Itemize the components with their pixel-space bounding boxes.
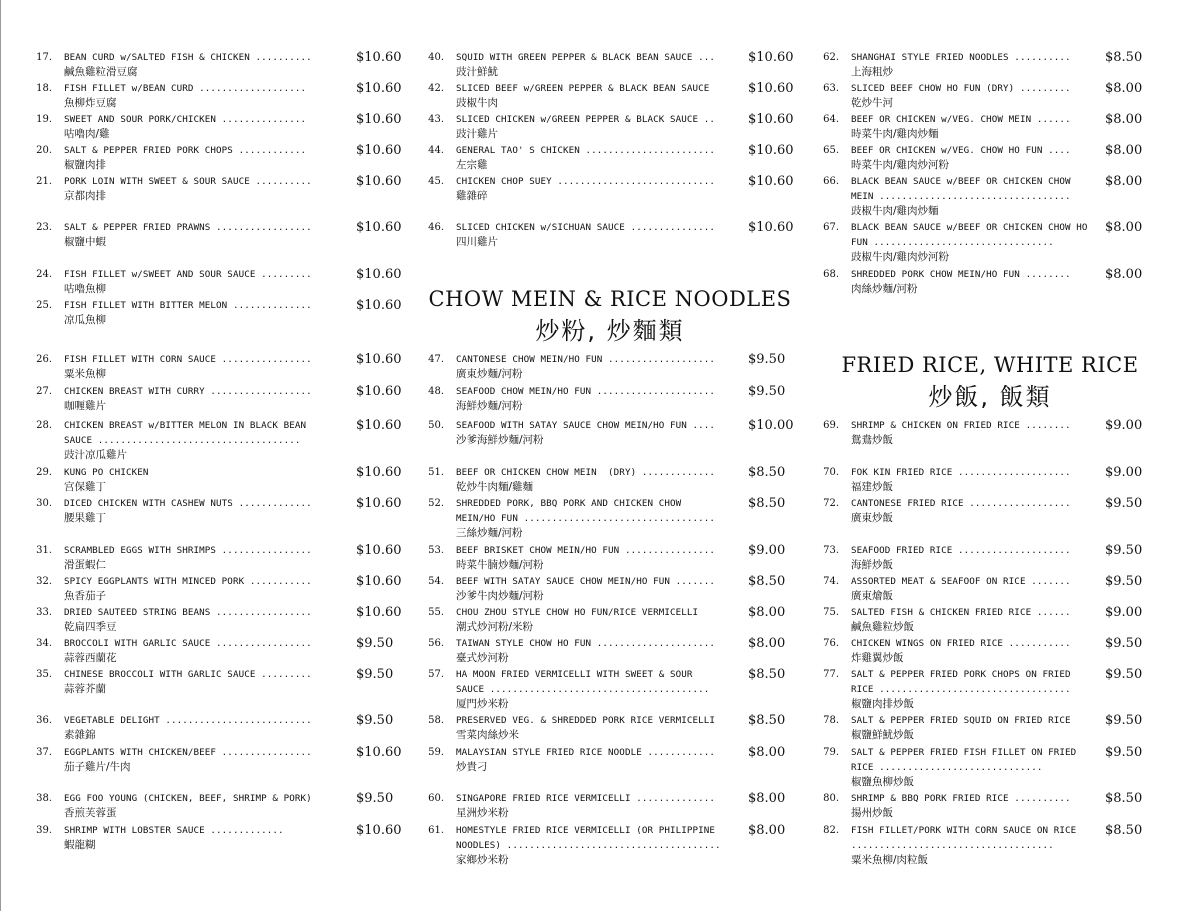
item-price: $10.60 — [356, 50, 402, 65]
item-chinese-name: 豉椒牛肉/雞肉炒河粉 — [851, 251, 950, 263]
item-number: 57. — [428, 669, 444, 680]
item-chinese-name: 星洲炒米粉 — [456, 807, 509, 819]
item-price: $10.60 — [356, 574, 402, 589]
item-price: $8.00 — [748, 823, 786, 838]
item-price: $9.00 — [1105, 465, 1143, 480]
item-price: $9.00 — [1105, 605, 1143, 620]
item-chinese-name: 滑蛋蝦仁 — [64, 559, 106, 571]
item-price: $9.50 — [1105, 496, 1143, 511]
item-name: DICED CHICKEN WITH CASHEW NUTS ............. — [64, 498, 312, 509]
item-number: 34. — [36, 638, 52, 649]
item-price: $9.50 — [1105, 574, 1143, 589]
section-title-en: FRIED RICE, WHITE RICE — [841, 353, 1139, 377]
item-number: 82. — [823, 825, 839, 836]
item-price: $8.00 — [748, 791, 786, 806]
item-name: SALT & PEPPER FRIED FISH FILLET ON FRIED RICE ............................. — [851, 747, 1082, 773]
item-number: 62. — [823, 52, 839, 63]
item-chinese-name: 豉汁凉瓜雞片 — [64, 449, 127, 461]
item-price: $10.00 — [748, 418, 794, 433]
item-price: $10.60 — [356, 823, 402, 838]
item-name: FISH FILLET WITH CORN SAUCE ................ — [64, 354, 312, 365]
item-number: 53. — [428, 545, 444, 556]
item-number: 27. — [36, 386, 52, 397]
section-header-chow-mein — [420, 284, 800, 348]
item-number: 65. — [823, 145, 839, 156]
item-price: $10.60 — [356, 384, 402, 399]
item-name: SHRIMP & BBQ PORK FRIED RICE .......... — [851, 793, 1071, 804]
item-number: 43. — [428, 114, 444, 125]
item-number: 73. — [823, 545, 839, 556]
item-number: 32. — [36, 576, 52, 587]
item-number: 24. — [36, 269, 52, 280]
item-name: PORK LOIN WITH SWEET & SOUR SAUCE .......... — [64, 176, 312, 187]
item-name: FISH FILLET/PORK WITH CORN SAUCE ON RICE .................................... — [851, 825, 1082, 851]
item-chinese-name: 鹹魚雞粒滑豆腐 — [64, 66, 138, 78]
item-number: 79. — [823, 747, 839, 758]
item-price: $10.60 — [356, 418, 402, 433]
item-number: 47. — [428, 354, 444, 365]
item-number: 77. — [823, 669, 839, 680]
item-chinese-name: 鹹魚雞粒炒飯 — [851, 621, 914, 633]
item-name: FISH FILLET w/SWEET AND SOUR SAUCE ......... — [64, 269, 312, 280]
item-chinese-name: 凉瓜魚柳 — [64, 314, 106, 326]
menu-column-3 — [815, 0, 1165, 911]
item-number: 70. — [823, 467, 839, 478]
item-chinese-name: 揚州炒飯 — [851, 807, 893, 819]
item-name: BEEF BRISKET CHOW MEIN/HO FUN ................ — [456, 545, 716, 556]
item-number: 25. — [36, 300, 52, 311]
item-number: 30. — [36, 498, 52, 509]
item-number: 69. — [823, 420, 839, 431]
item-name: BEEF WITH SATAY SAUCE CHOW MEIN/HO FUN ....... — [456, 576, 716, 587]
item-chinese-name: 素雜錦 — [64, 729, 96, 741]
item-price: $8.50 — [1105, 823, 1143, 838]
item-number: 54. — [428, 576, 444, 587]
section-title-cn: 炒飯, 飯類 — [928, 383, 1052, 411]
item-price: $10.60 — [356, 220, 402, 235]
item-chinese-name: 蒜蓉西蘭花 — [64, 652, 117, 664]
item-price: $8.00 — [1105, 174, 1143, 189]
item-name: SHANGHAI STYLE FRIED NOODLES .......... — [851, 52, 1071, 63]
item-chinese-name: 粟米魚柳/肉粒飯 — [851, 854, 929, 866]
item-name: SEAFOOD FRIED RICE .................... — [851, 545, 1071, 556]
item-name: SCRAMBLED EGGS WITH SHRIMPS ................ — [64, 545, 312, 556]
item-price: $9.50 — [1105, 543, 1143, 558]
item-name: BEEF OR CHICKEN w/VEG. CHOW MEIN ...... — [851, 114, 1071, 125]
item-chinese-name: 香煎芙蓉蛋 — [64, 807, 117, 819]
item-name: DRIED SAUTEED STRING BEANS ................. — [64, 607, 312, 618]
item-number: 40. — [428, 52, 444, 63]
item-number: 63. — [823, 83, 839, 94]
item-name: SLICED CHICKEN w/SICHUAN SAUCE ............... — [456, 222, 716, 233]
item-chinese-name: 廣東炒飯 — [851, 512, 893, 524]
item-chinese-name: 魚柳炸豆腐 — [64, 97, 117, 109]
item-name: BEEF OR CHICKEN w/VEG. CHOW HO FUN .... — [851, 145, 1071, 156]
item-name: SALT & PEPPER FRIED PORK CHOPS ON FRIED RICE .................................. — [851, 669, 1077, 695]
item-number: 74. — [823, 576, 839, 587]
item-name: CHINESE BROCCOLI WITH GARLIC SAUCE ......... — [64, 669, 312, 680]
item-chinese-name: 宫保雞丁 — [64, 481, 106, 493]
item-price: $9.50 — [356, 667, 394, 682]
item-chinese-name: 時菜牛肉/雞肉炒麵 — [851, 128, 939, 140]
item-price: $9.50 — [1105, 745, 1143, 760]
item-number: 39. — [36, 825, 52, 836]
item-number: 20. — [36, 145, 52, 156]
item-number: 50. — [428, 420, 444, 431]
item-price: $10.60 — [356, 267, 402, 282]
item-number: 28. — [36, 420, 52, 431]
item-price: $9.50 — [356, 636, 394, 651]
item-name: EGGPLANTS WITH CHICKEN/BEEF ................ — [64, 747, 312, 758]
item-number: 44. — [428, 145, 444, 156]
item-name: SHRIMP & CHICKEN ON FRIED RICE ........ — [851, 420, 1071, 431]
item-number: 80. — [823, 793, 839, 804]
item-number: 37. — [36, 747, 52, 758]
item-price: $8.00 — [1105, 81, 1143, 96]
item-number: 18. — [36, 83, 52, 94]
item-number: 58. — [428, 715, 444, 726]
item-chinese-name: 椒鹽鮮魷炒飯 — [851, 729, 914, 741]
item-price: $10.60 — [356, 605, 402, 620]
item-chinese-name: 廣東燴飯 — [851, 590, 893, 602]
item-price: $9.50 — [1105, 636, 1143, 651]
item-name: FISH FILLET w/BEAN CURD ................... — [64, 83, 307, 94]
item-name: TAIWAN STYLE CHOW HO FUN ..................... — [456, 638, 716, 649]
item-name: SLICED BEEF w/GREEN PEPPER & BLACK BEAN SAUCE — [456, 83, 710, 94]
item-name: EGG FOO YOUNG (CHICKEN, BEEF, SHRIMP & PORK) — [64, 793, 312, 804]
item-number: 55. — [428, 607, 444, 618]
item-chinese-name: 茄子雞片/牛肉 — [64, 761, 131, 773]
item-number: 61. — [428, 825, 444, 836]
item-chinese-name: 沙爹牛肉炒麵/河粉 — [456, 590, 544, 602]
item-chinese-name: 豉椒牛肉/雞肉炒麵 — [851, 205, 939, 217]
item-price: $8.00 — [1105, 267, 1143, 282]
section-title-en: CHOW MEIN & RICE NOODLES — [428, 287, 792, 311]
item-name: SALT & PEPPER FRIED PORK CHOPS ............ — [64, 145, 307, 156]
item-name: CHICKEN CHOP SUEY ............................ — [456, 176, 716, 187]
item-chinese-name: 時菜牛肉/雞肉炒河粉 — [851, 159, 950, 171]
item-chinese-name: 雞雜碎 — [456, 190, 488, 202]
item-chinese-name: 豉椒牛肉 — [456, 97, 498, 109]
item-chinese-name: 腰果雞丁 — [64, 512, 106, 524]
item-chinese-name: 家鄉炒米粉 — [456, 854, 509, 866]
item-name: SLICED BEEF CHOW HO FUN (DRY) ......... — [851, 83, 1071, 94]
item-chinese-name: 廣東炒麵/河粉 — [456, 368, 523, 380]
item-name: CHOU ZHOU STYLE CHOW HO FUN/RICE VERMICELLI — [456, 607, 699, 618]
item-name: HA MOON FRIED VERMICELLI WITH SWEET & SOUR SAUCE ....................................... — [456, 669, 710, 695]
section-header-fried-rice — [815, 350, 1165, 414]
item-number: 17. — [36, 52, 52, 63]
item-number: 23. — [36, 222, 52, 233]
item-name: BEAN CURD w/SALTED FISH & CHICKEN .......... — [64, 52, 312, 63]
item-number: 26. — [36, 354, 52, 365]
item-chinese-name: 粟米魚柳 — [64, 368, 106, 380]
item-number: 78. — [823, 715, 839, 726]
item-name: GENERAL TAO' S CHICKEN ....................... — [456, 145, 716, 156]
item-number: 67. — [823, 222, 839, 233]
item-name: ASSORTED MEAT & SEAFOOF ON RICE ....... — [851, 576, 1071, 587]
item-name: MALAYSIAN STYLE FRIED RICE NOODLE ............ — [456, 747, 716, 758]
item-chinese-name: 咕嚕肉/雞 — [64, 128, 110, 140]
item-name: FOK KIN FRIED RICE .................... — [851, 467, 1071, 478]
item-chinese-name: 沙爹海鮮炒麵/河粉 — [456, 434, 544, 446]
item-number: 35. — [36, 669, 52, 680]
item-chinese-name: 豉汁鮮魷 — [456, 66, 498, 78]
item-chinese-name: 左宗雞 — [456, 159, 488, 171]
item-chinese-name: 椒鹽中蝦 — [64, 236, 106, 248]
item-name: HOMESTYLE FRIED RICE VERMICELLI (OR PHILIPPINE NOODLES) ...................................... — [456, 825, 721, 851]
item-chinese-name: 豉汁雞片 — [456, 128, 498, 140]
item-price: $8.50 — [748, 496, 786, 511]
item-chinese-name: 椒鹽肉排 — [64, 159, 106, 171]
item-chinese-name: 厦門炒米粉 — [456, 698, 509, 710]
item-price: $8.50 — [748, 667, 786, 682]
item-chinese-name: 海鮮炒飯 — [851, 559, 893, 571]
item-price: $10.60 — [356, 81, 402, 96]
item-price: $8.50 — [748, 574, 786, 589]
item-chinese-name: 海鮮炒麵/河粉 — [456, 400, 523, 412]
item-name: SHREDDED PORK, BBQ PORK AND CHICKEN CHOW MEIN/HO FUN .................................. — [456, 498, 716, 524]
menu-column-1 — [28, 0, 403, 911]
item-price: $9.50 — [1105, 667, 1143, 682]
item-name: VEGETABLE DELIGHT .......................... — [64, 715, 312, 726]
item-number: 29. — [36, 467, 52, 478]
item-chinese-name: 三絲炒麵/河粉 — [456, 527, 523, 539]
item-name: SHREDDED PORK CHOW MEIN/HO FUN ........ — [851, 269, 1071, 280]
item-name: SEAFOOD WITH SATAY SAUCE CHOW MEIN/HO FUN .... — [456, 420, 716, 431]
item-price: $9.50 — [748, 352, 786, 367]
item-number: 56. — [428, 638, 444, 649]
item-name: CHICKEN WINGS ON FRIED RICE ........... — [851, 638, 1071, 649]
item-name: SINGAPORE FRIED RICE VERMICELLI .............. — [456, 793, 716, 804]
item-name: SHRIMP WITH LOBSTER SAUCE ............. — [64, 825, 284, 836]
item-number: 36. — [36, 715, 52, 726]
item-number: 51. — [428, 467, 444, 478]
item-name: CHICKEN BREAST WITH CURRY .................. — [64, 386, 312, 397]
item-name: SALT & PEPPER FRIED PRAWNS ................. — [64, 222, 312, 233]
item-price: $9.50 — [1105, 713, 1143, 728]
item-name: BROCCOLI WITH GARLIC SAUCE ................. — [64, 638, 312, 649]
item-name: BEEF OR CHICKEN CHOW MEIN (DRY) ............. — [456, 467, 716, 478]
item-number: 66. — [823, 176, 839, 187]
item-chinese-name: 魚香茄子 — [64, 590, 106, 602]
item-price: $8.00 — [1105, 220, 1143, 235]
menu-column-2 — [420, 0, 800, 911]
item-chinese-name: 乾扁四季豆 — [64, 621, 117, 633]
item-name: BLACK BEAN SAUCE w/BEEF OR CHICKEN CHOW MEIN .................................. — [851, 176, 1077, 202]
item-chinese-name: 蝦龍糊 — [64, 839, 96, 851]
item-number: 60. — [428, 793, 444, 804]
item-name: FISH FILLET WITH BITTER MELON .............. — [64, 300, 312, 311]
item-number: 42. — [428, 83, 444, 94]
item-name: SALTED FISH & CHICKEN FRIED RICE ...... — [851, 607, 1071, 618]
item-price: $8.50 — [1105, 50, 1143, 65]
item-name: PRESERVED VEG. & SHREDDED PORK RICE VERMICELLI — [456, 715, 716, 726]
item-price: $10.60 — [748, 112, 794, 127]
item-price: $10.60 — [356, 112, 402, 127]
item-price: $8.50 — [1105, 791, 1143, 806]
item-chinese-name: 鴛鴦炒飯 — [851, 434, 893, 446]
item-price: $10.60 — [356, 174, 402, 189]
item-chinese-name: 上海粗炒 — [851, 66, 893, 78]
item-price: $10.60 — [356, 496, 402, 511]
item-chinese-name: 雪菜肉絲炒米 — [456, 729, 519, 741]
item-number: 48. — [428, 386, 444, 397]
item-price: $10.60 — [356, 543, 402, 558]
item-chinese-name: 椒鹽肉排炒飯 — [851, 698, 914, 710]
page-left-border — [0, 0, 1, 911]
item-price: $9.50 — [748, 384, 786, 399]
item-price: $10.60 — [748, 81, 794, 96]
item-price: $9.00 — [748, 543, 786, 558]
item-price: $10.60 — [356, 352, 402, 367]
item-price: $8.50 — [748, 465, 786, 480]
item-price: $8.00 — [748, 605, 786, 620]
item-price: $10.60 — [356, 465, 402, 480]
item-chinese-name: 乾炒牛肉麵/雞麵 — [456, 481, 534, 493]
item-name: CANTONESE CHOW MEIN/HO FUN ................... — [456, 354, 716, 365]
section-title-cn: 炒粉, 炒麵類 — [535, 317, 685, 345]
item-price: $8.00 — [748, 745, 786, 760]
item-name: KUNG PO CHICKEN — [64, 467, 149, 478]
item-number: 31. — [36, 545, 52, 556]
item-chinese-name: 肉絲炒麵/河粉 — [851, 283, 918, 295]
item-name: BLACK BEAN SAUCE w/BEEF OR CHICKEN CHOW HO FUN ................................ — [851, 222, 1094, 248]
item-name: SEAFOOD CHOW MEIN/HO FUN ..................... — [456, 386, 716, 397]
item-number: 33. — [36, 607, 52, 618]
item-number: 52. — [428, 498, 444, 509]
item-price: $9.00 — [1105, 418, 1143, 433]
item-number: 21. — [36, 176, 52, 187]
item-name: SALT & PEPPER FRIED SQUID ON FRIED RICE — [851, 715, 1071, 726]
item-price: $8.00 — [1105, 112, 1143, 127]
item-chinese-name: 蒜蓉芥蘭 — [64, 683, 106, 695]
item-chinese-name: 咖喱雞片 — [64, 400, 106, 412]
item-number: 38. — [36, 793, 52, 804]
item-name: SQUID WITH GREEN PEPPER & BLACK BEAN SAUCE ... — [456, 52, 716, 63]
item-chinese-name: 炒貴刁 — [456, 761, 488, 773]
item-name: SPICY EGGPLANTS WITH MINCED PORK ........... — [64, 576, 312, 587]
item-price: $8.00 — [1105, 143, 1143, 158]
item-chinese-name: 乾炒牛河 — [851, 97, 893, 109]
item-price: $8.00 — [748, 636, 786, 651]
item-chinese-name: 潮式炒河粉/米粉 — [456, 621, 534, 633]
item-name: SWEET AND SOUR PORK/CHICKEN ............... — [64, 114, 307, 125]
item-price: $9.50 — [356, 713, 394, 728]
item-chinese-name: 京都肉排 — [64, 190, 106, 202]
item-name: SLICED CHICKEN w/GREEN PEPPER & BLACK SAUCE .. — [456, 114, 716, 125]
item-chinese-name: 四川雞片 — [456, 236, 498, 248]
item-price: $10.60 — [356, 298, 402, 313]
item-number: 75. — [823, 607, 839, 618]
item-name: CANTONESE FRIED RICE .................. — [851, 498, 1071, 509]
item-price: $9.50 — [356, 791, 394, 806]
item-price: $10.60 — [748, 220, 794, 235]
item-number: 72. — [823, 498, 839, 509]
item-chinese-name: 臺式炒河粉 — [456, 652, 509, 664]
item-chinese-name: 咕嚕魚柳 — [64, 283, 106, 295]
item-number: 19. — [36, 114, 52, 125]
item-price: $10.60 — [748, 174, 794, 189]
item-number: 46. — [428, 222, 444, 233]
item-chinese-name: 福建炒飯 — [851, 481, 893, 493]
item-price: $10.60 — [748, 143, 794, 158]
item-number: 76. — [823, 638, 839, 649]
item-number: 45. — [428, 176, 444, 187]
item-chinese-name: 炸雞翼炒飯 — [851, 652, 904, 664]
item-number: 68. — [823, 269, 839, 280]
item-price: $8.50 — [748, 713, 786, 728]
item-price: $10.60 — [356, 143, 402, 158]
item-name: CHICKEN BREAST w/BITTER MELON IN BLACK BEAN SAUCE .................................... — [64, 420, 312, 446]
item-chinese-name: 時菜牛腩炒麵/河粉 — [456, 559, 544, 571]
item-price: $10.60 — [748, 50, 794, 65]
item-price: $10.60 — [356, 745, 402, 760]
item-number: 64. — [823, 114, 839, 125]
item-chinese-name: 椒鹽魚柳炒飯 — [851, 776, 914, 788]
item-number: 59. — [428, 747, 444, 758]
